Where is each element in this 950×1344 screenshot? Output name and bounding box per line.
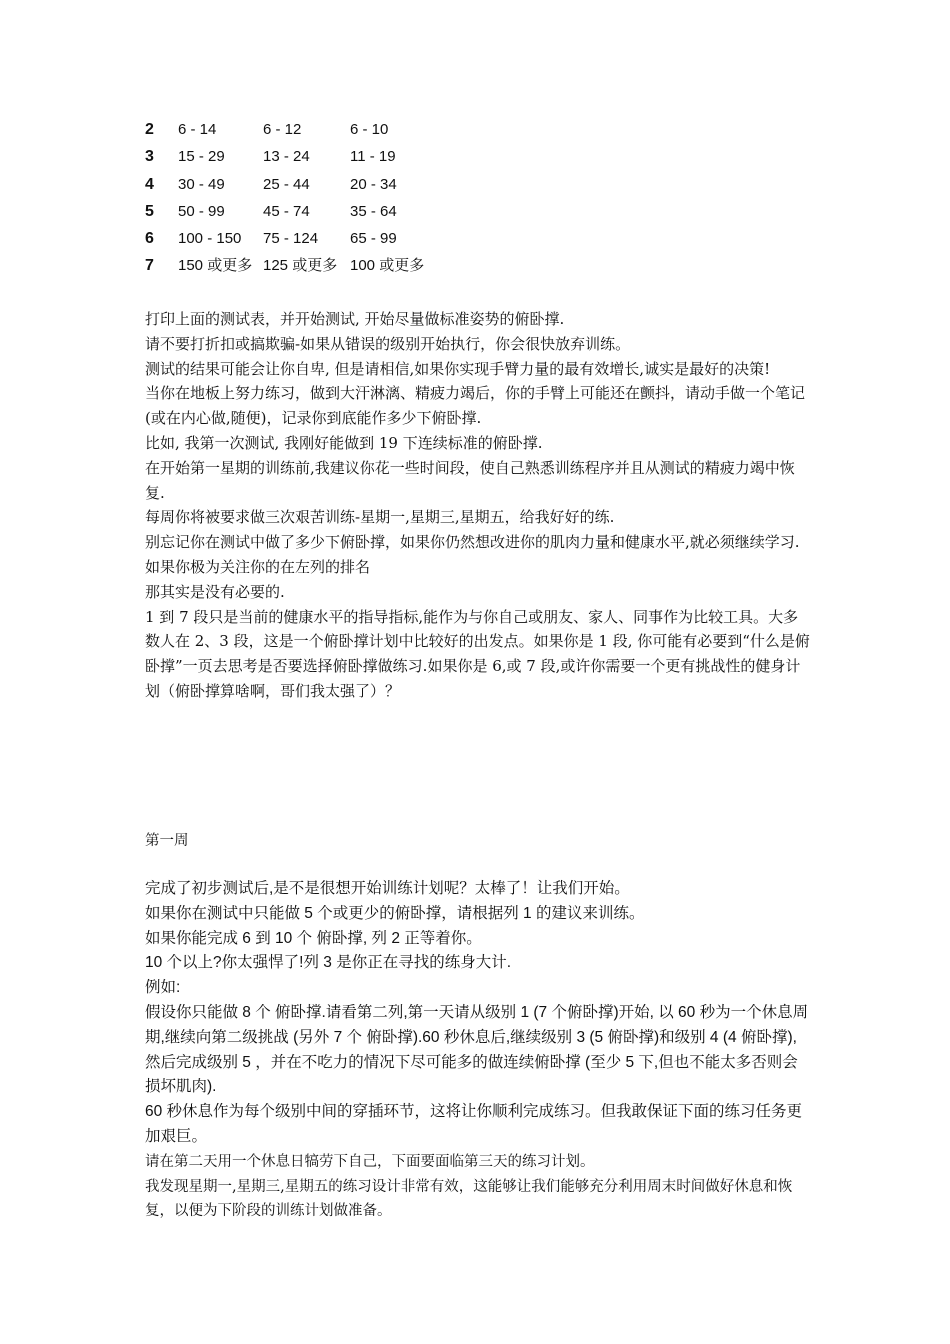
- level-number: 3: [145, 148, 154, 166]
- range-col-2: 25 - 44: [263, 175, 310, 193]
- range-col-2: 125 或更多: [263, 257, 338, 275]
- paragraph: 如果你极为关注你的在左列的排名: [145, 557, 371, 576]
- range-col-1: 50 - 99: [178, 202, 225, 220]
- week-1-section: [145, 877, 810, 1224]
- range-col-1: 100 - 150: [178, 230, 242, 248]
- range-col-1: 15 - 29: [178, 148, 225, 166]
- paragraph: 60 秒休息作为每个级别中间的穿插环节，这将让你顺利完成练习。但我敢保证下面的练习任务更加艰巨。: [145, 1103, 803, 1145]
- range-col-1: 30 - 49: [178, 175, 225, 193]
- paragraph: 在开始第一星期的训练前,我建议你花一些时间段，使自己熟悉训练程序并且从测试的精疲力竭中恢复.: [145, 458, 795, 502]
- paragraph: 每周你将被要求做三次艰苦训练-星期一,星期三,星期五，给我好好的练.: [145, 508, 615, 527]
- range-col-1: 6 - 14: [178, 121, 217, 138]
- level-number: 4: [145, 175, 154, 193]
- range-col-2: 6 - 12: [263, 121, 302, 138]
- range-col-2: 13 - 24: [263, 148, 310, 166]
- paragraph: 当你在地板上努力练习，做到大汗淋漓、精疲力竭后，你的手臂上可能还在颤抖，请动手做一个笔记 (或在内心做,随便)，记录你到底能作多少下俯卧撑.: [145, 384, 806, 428]
- range-col-3: 65 - 99: [350, 230, 397, 248]
- range-col-3: 20 - 34: [350, 175, 397, 193]
- paragraph: 我发现星期一,星期三,星期五的练习设计非常有效，这能够让我们能够充分利用周末时间做好休息和恢复，以便为下阶段的训练计划做准备。: [145, 1178, 793, 1220]
- range-col-3: 35 - 64: [350, 202, 397, 220]
- paragraph: 别忘记你在测试中做了多少下俯卧撑，如果你仍然想改进你的肌肉力量和健康水平,就必须继续学习.: [145, 533, 800, 552]
- range-col-3: 11 - 19: [350, 148, 396, 166]
- section-heading-week-1: 第一周: [145, 833, 189, 849]
- paragraph: 1 到 7 段只是当前的健康水平的指导指标,能作为与你自己或朋友、家人、同事作为比较工具。大多数人在 2、3 段，这是一个俯卧撑计划中比较好的出发点。如果你是 1 段, 你可能有必要到“什么是俯卧撑”一页去思考是否要选择俯卧撑做练习.如果你是 6,或 7 段,或许你需要一个更有挑战性的健身计划（俯卧撑算啥啊，哥们我太强了）？: [145, 607, 810, 700]
- range-col-1: 150 或更多: [178, 257, 253, 275]
- level-number: 6: [145, 230, 154, 248]
- level-number: 2: [145, 121, 154, 138]
- paragraph: 如果你在测试中只能做 5 个或更少的俯卧撑，请根据列 1 的建议来训练。: [145, 904, 645, 922]
- intro-section: [145, 307, 810, 704]
- level-number: 7: [145, 257, 154, 275]
- paragraph: 如果你能完成 6 到 10 个 俯卧撑, 列 2 正等着你。: [145, 929, 482, 947]
- range-col-3: 100 或更多: [350, 257, 425, 275]
- range-col-2: 75 - 124: [263, 230, 319, 248]
- paragraph: 请在第二天用一个休息日犒劳下自己，下面要面临第三天的练习计划。: [145, 1153, 595, 1170]
- paragraph: 测试的结果可能会让你自卑, 但是请相信,如果你实现手臂力量的最有效增长,诚实是最好的决策!: [145, 359, 771, 378]
- paragraph: 假设你只能做 8 个 俯卧撑.请看第二列,第一天请从级别 1 (7 个俯卧撑)开始, 以 60 秒为一个休息周期,继续向第二级挑战 (另外 7 个 俯卧撑).60 秒休息后,继续级别 3 (5 俯卧撑)和级别 4 (4 俯卧撑), 然后完成级别 5 ，并在不吃力的情况下尽可能多的做连续俯卧撑 (至少 5 下,但也不能太多否则会损坏肌肉).: [145, 1003, 809, 1096]
- paragraph: 比如, 我第一次测试, 我刚好能做到 19 下连续标准的俯卧撑.: [145, 433, 543, 452]
- paragraph: 例如:: [145, 979, 181, 997]
- paragraph: 那其实是没有必要的.: [145, 582, 285, 601]
- range-col-3: 6 - 10: [350, 121, 389, 138]
- paragraph: 打印上面的测试表，并开始测试, 开始尽量做标准姿势的俯卧撑.: [145, 310, 565, 328]
- range-col-2: 45 - 74: [263, 202, 310, 220]
- level-number: 5: [145, 202, 154, 220]
- paragraph: 10 个以上?你太强悍了!列 3 是你正在寻找的练身大计.: [145, 954, 512, 972]
- paragraph: 完成了初步测试后,是不是很想开始训练计划呢？太棒了！让我们开始。: [145, 880, 630, 897]
- paragraph: 请不要打折扣或搞欺骗-如果从错误的级别开始执行，你会很快放弃训练。: [145, 334, 631, 353]
